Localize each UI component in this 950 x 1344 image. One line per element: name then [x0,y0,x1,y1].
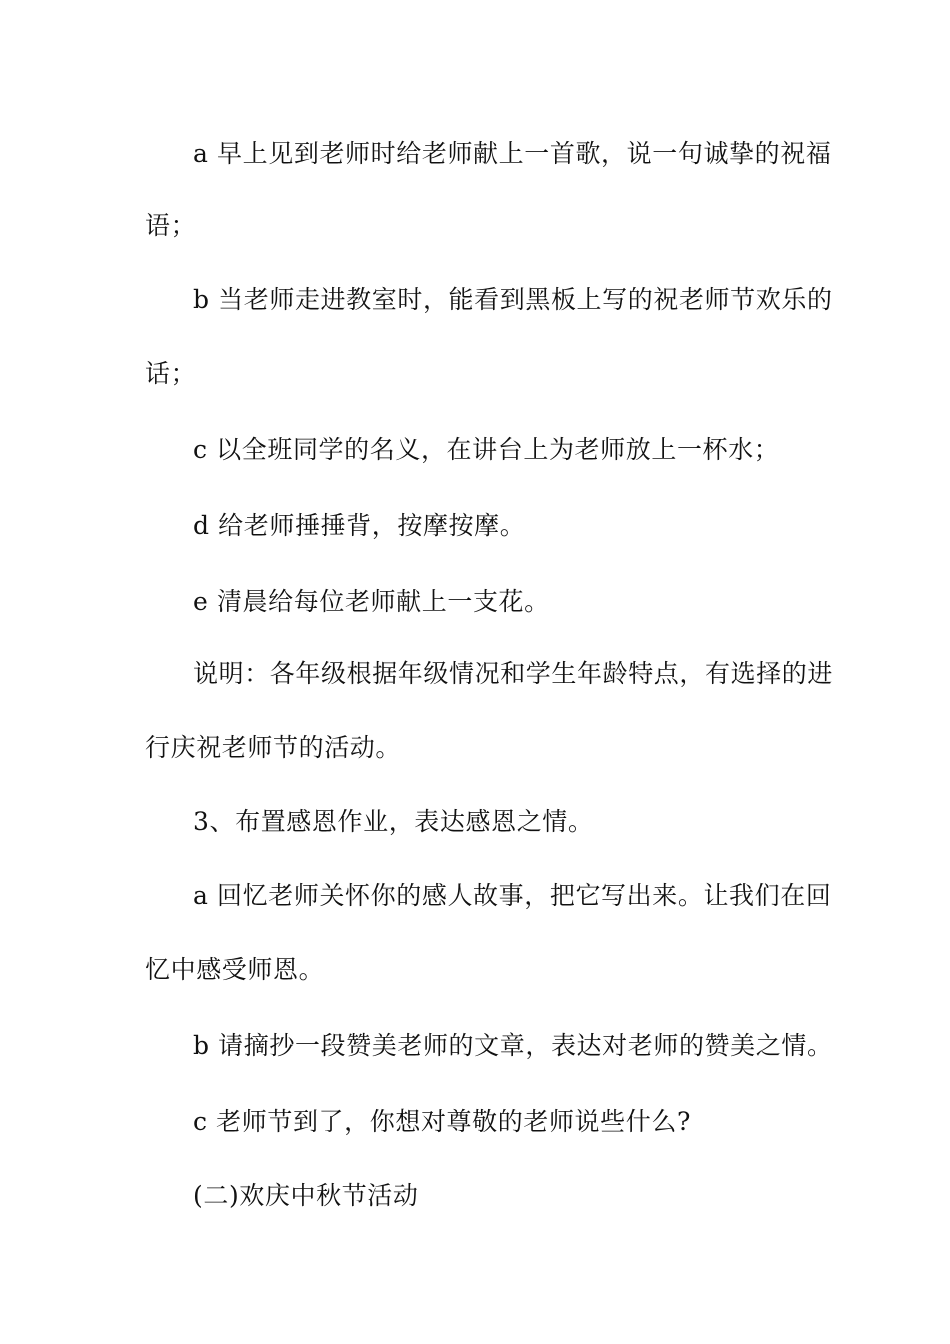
paragraph-line: b 请摘抄一段赞美老师的文章，表达对老师的赞美之情。 [193,1031,833,1060]
paragraph-line: a 回忆老师关怀你的感人故事，把它写出来。让我们在回 [193,881,832,910]
paragraph-line: c 老师节到了，你想对尊敬的老师说些什么? [193,1107,691,1136]
paragraph-line: 说明：各年级根据年级情况和学生年龄特点，有选择的进 [193,659,834,688]
paragraph-line: a 早上见到老师时给老师献上一首歌，说一句诚挚的祝福 [193,139,832,168]
paragraph-line: d 给老师捶捶背，按摩按摩。 [193,511,526,540]
paragraph-line: e 清晨给每位老师献上一支花。 [193,587,550,616]
paragraph-line: 3、布置感恩作业，表达感恩之情。 [193,807,594,836]
paragraph-line: 话； [145,359,197,388]
paragraph-line: b 当老师走进教室时，能看到黑板上写的祝老师节欢乐的 [193,285,833,314]
paragraph-line: 忆中感受师恩。 [145,955,325,984]
paragraph-line: 行庆祝老师节的活动。 [145,733,402,762]
section-heading: (二)欢庆中秋节活动 [193,1181,419,1210]
paragraph-line: 语； [145,211,197,240]
paragraph-line: c 以全班同学的名义，在讲台上为老师放上一杯水； [193,435,780,464]
